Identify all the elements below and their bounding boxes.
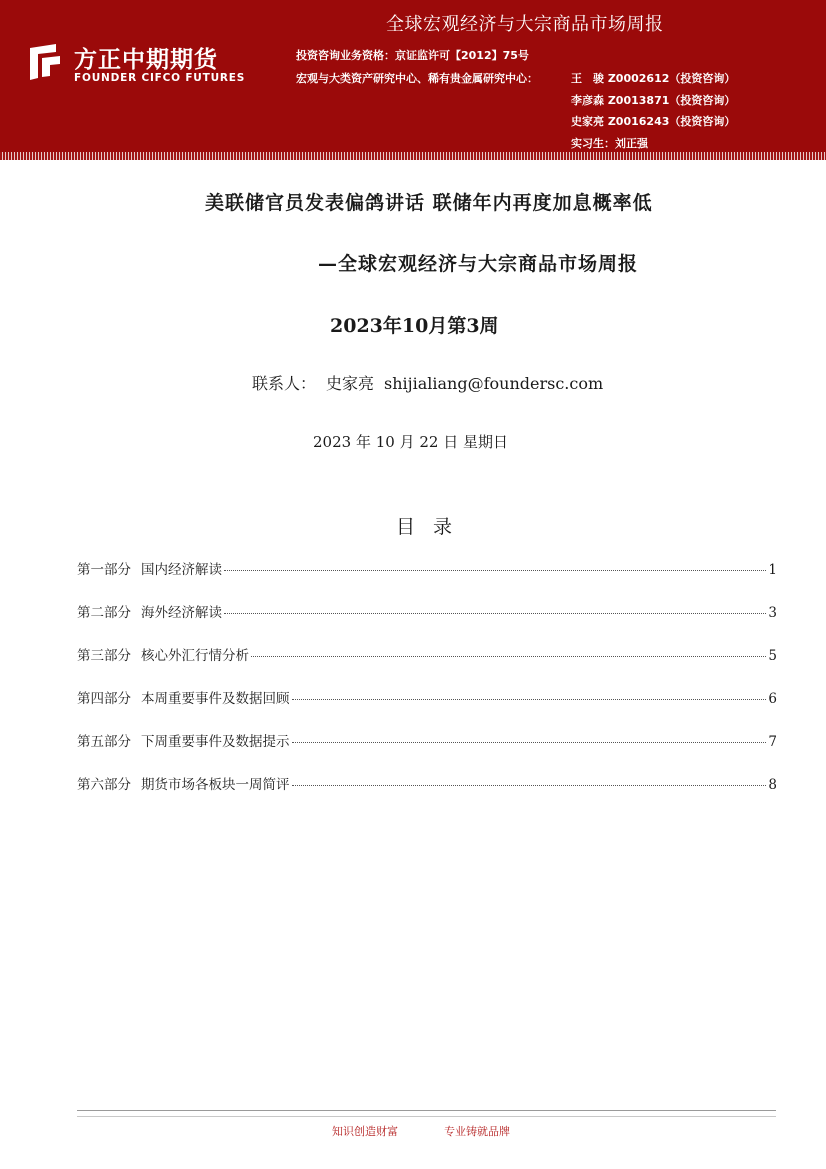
research-center-label: 宏观与大类资产研究中心、稀有贵金属研究中心：	[296, 72, 538, 85]
toc-item[interactable]	[77, 687, 777, 730]
toc-part: 第一部分	[77, 562, 131, 578]
analyst-1: 王 骏 Z0002612（投资咨询）	[571, 72, 736, 85]
toc-page: 3	[768, 605, 777, 621]
toc-leader	[251, 656, 766, 657]
toc-page: 8	[768, 777, 777, 793]
contact-name: 史家亮	[326, 374, 375, 393]
toc-leader	[292, 742, 767, 743]
toc-title: 本周重要事件及数据回顾	[141, 691, 290, 707]
toc-part: 第二部分	[77, 605, 131, 621]
toc-leader	[224, 613, 766, 614]
toc-part: 第六部分	[77, 777, 131, 793]
company-logo	[26, 40, 256, 90]
toc-heading: 目录	[396, 516, 471, 538]
contact-label: 联系人：	[252, 374, 317, 393]
footer-slogan-right: 专业铸就品牌	[444, 1125, 510, 1138]
toc-item[interactable]	[77, 644, 777, 687]
contact-email: shijialiang@foundersc.com	[384, 374, 604, 393]
toc-item[interactable]	[77, 773, 777, 816]
toc-title: 期货市场各板块一周简评	[141, 777, 290, 793]
contact-line	[252, 371, 613, 394]
footer-divider-secondary	[77, 1116, 776, 1117]
toc-page: 5	[768, 648, 777, 664]
toc-title: 下周重要事件及数据提示	[141, 734, 290, 750]
footer-divider	[77, 1110, 776, 1111]
analyst-2: 李彦森 Z0013871（投资咨询）	[571, 94, 736, 107]
toc-part: 第三部分	[77, 648, 131, 664]
toc-leader	[292, 699, 767, 700]
table-of-contents	[77, 558, 777, 816]
toc-title: 国内经济解读	[141, 562, 222, 578]
logo-name-en: FOUNDER CIFCO FUTURES	[74, 72, 246, 84]
intern-line: 实习生：刘正强	[571, 137, 648, 150]
toc-title: 海外经济解读	[141, 605, 222, 621]
toc-part: 第五部分	[77, 734, 131, 750]
report-subtitle: —全球宏观经济与大宗商品市场周报	[318, 253, 639, 275]
toc-item[interactable]	[77, 730, 777, 773]
toc-part: 第四部分	[77, 691, 131, 707]
footer-slogan-left: 知识创造财富	[332, 1125, 398, 1138]
toc-item[interactable]	[77, 601, 777, 644]
report-header	[0, 0, 826, 152]
analyst-3: 史家亮 Z0016243（投资咨询）	[571, 115, 736, 128]
report-date: 2023 年 10 月 22 日 星期日	[313, 433, 508, 451]
toc-page: 1	[768, 562, 777, 578]
toc-title: 核心外汇行情分析	[141, 648, 249, 664]
header-divider-stripe	[0, 152, 826, 160]
logo-name-cn: 方正中期期货	[74, 47, 218, 73]
report-title: 美联储官员发表偏鸽讲话 联储年内再度加息概率低	[205, 192, 653, 214]
toc-item[interactable]	[77, 558, 777, 601]
toc-leader	[224, 570, 766, 571]
report-series-name: 全球宏观经济与大宗商品市场周报	[386, 14, 664, 35]
toc-leader	[292, 785, 767, 786]
toc-page: 6	[768, 691, 777, 707]
report-week: 2023年10月第3周	[330, 315, 499, 337]
footer-slogan	[332, 1123, 510, 1139]
founder-logo-icon	[26, 42, 66, 82]
qualification-line: 投资咨询业务资格：京证监许可【2012】75号	[296, 49, 529, 62]
toc-page: 7	[768, 734, 777, 750]
